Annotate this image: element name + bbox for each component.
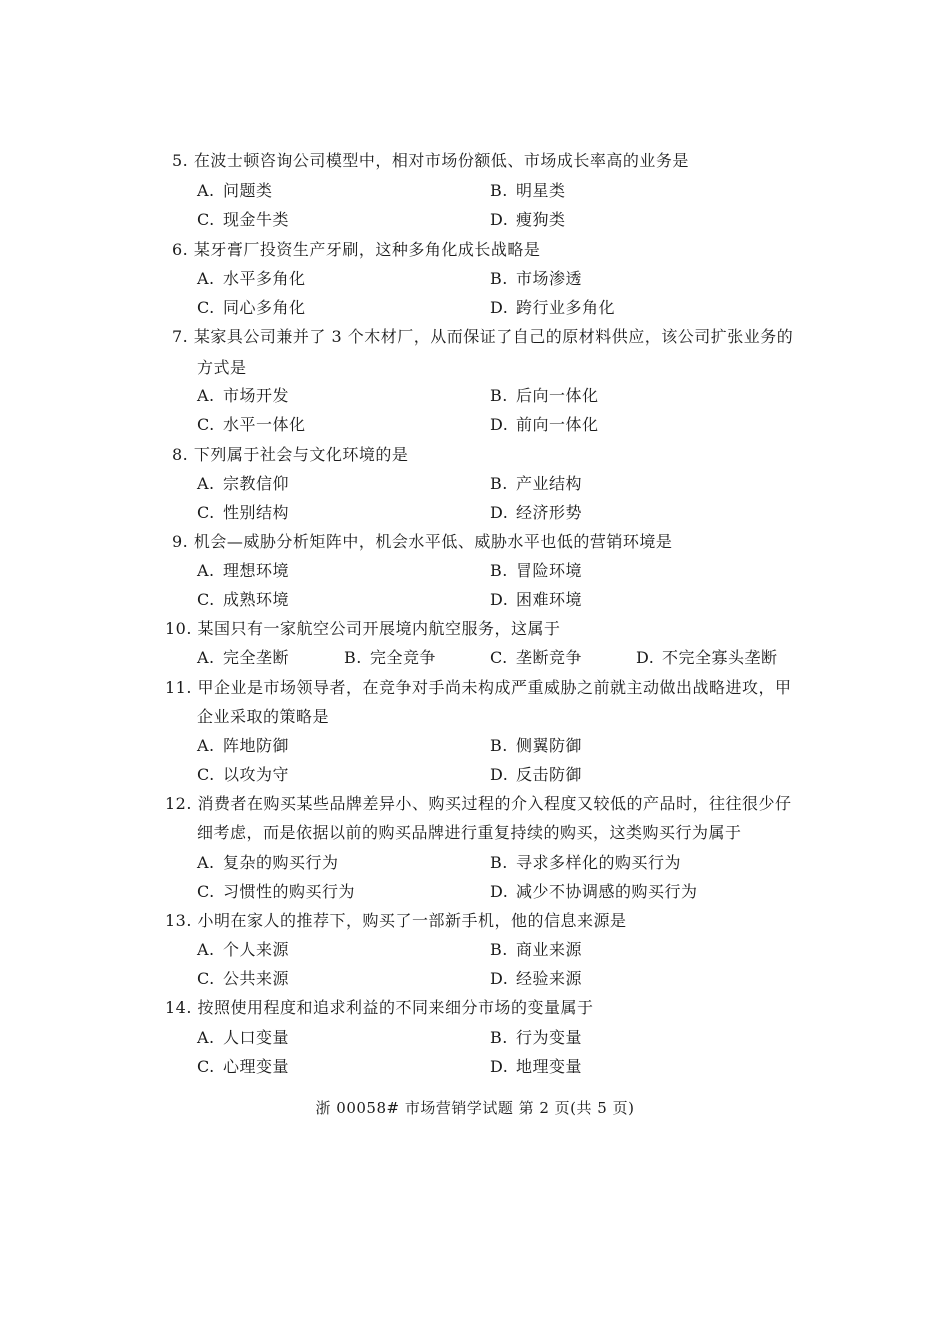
option-text: 宗教信仰 <box>223 474 290 493</box>
option-c <box>197 207 289 230</box>
option-letter: D. <box>490 1057 509 1076</box>
option-text: 地理变量 <box>516 1057 583 1076</box>
option-letter: B. <box>490 561 508 580</box>
option-a <box>197 471 289 494</box>
option-letter: B. <box>490 940 508 959</box>
option-a <box>197 645 289 668</box>
option-c <box>197 762 289 785</box>
option-letter: D. <box>490 298 509 317</box>
question-text: 按照使用程度和追求利益的不同来细分市场的变量属于 <box>197 998 594 1017</box>
question-stem <box>172 324 793 347</box>
question-stem <box>165 675 792 698</box>
option-b <box>490 558 582 581</box>
question-text: 在波士顿咨询公司模型中，相对市场份额低、市场成长率高的业务是 <box>193 151 689 170</box>
question-text: 甲企业是市场领导者，在竞争对手尚未构成严重威胁之前就主动做出战略进攻，甲 <box>197 678 792 697</box>
option-a <box>197 937 289 960</box>
option-text: 侧翼防御 <box>516 736 583 755</box>
option-letter: D. <box>490 765 509 784</box>
option-text: 经验来源 <box>516 969 583 988</box>
question-text: 机会—威胁分析矩阵中，机会水平低、威胁水平也低的营销环境是 <box>193 532 673 551</box>
option-text: 同心多角化 <box>223 298 306 317</box>
option-letter: B. <box>490 386 508 405</box>
question-number: 11. <box>165 678 192 697</box>
option-text: 以攻为守 <box>223 765 290 784</box>
option-letter: C. <box>197 503 215 522</box>
option-text: 商业来源 <box>516 940 583 959</box>
option-letter: A. <box>197 269 215 288</box>
option-text: 垄断竞争 <box>516 648 583 667</box>
option-d <box>490 762 582 785</box>
option-letter: D. <box>490 590 509 609</box>
option-d <box>490 295 615 318</box>
option-b <box>490 178 566 201</box>
option-letter: C. <box>197 415 215 434</box>
question-stem <box>165 995 594 1018</box>
question-text: 小明在家人的推荐下，购买了一部新手机，他的信息来源是 <box>197 911 627 930</box>
option-c <box>197 966 289 989</box>
option-c <box>197 412 306 435</box>
option-a <box>197 178 273 201</box>
question-stem <box>165 791 792 814</box>
question-stem-continued: 细考虑，而是依据以前的购买品牌进行重复持续的购买，这类购买行为属于 <box>197 823 742 842</box>
question-text: 下列属于社会与文化环境的是 <box>193 445 409 464</box>
option-d <box>490 587 582 610</box>
option-letter: A. <box>197 561 215 580</box>
option-letter: A. <box>197 648 215 667</box>
option-letter: C. <box>197 969 215 988</box>
option-text: 减少不协调感的购买行为 <box>516 882 698 901</box>
question-stem <box>172 529 672 552</box>
option-a <box>197 383 289 406</box>
option-text: 寻求多样化的购买行为 <box>516 853 682 872</box>
option-text: 水平多角化 <box>223 269 306 288</box>
option-text: 人口变量 <box>223 1028 290 1047</box>
option-b <box>490 383 599 406</box>
option-text: 困难环境 <box>516 590 583 609</box>
question-text: 某牙膏厂投资生产牙刷，这种多角化成长战略是 <box>193 240 541 259</box>
option-c <box>197 879 355 902</box>
option-c <box>197 295 306 318</box>
option-letter: B. <box>490 853 508 872</box>
option-text: 经济形势 <box>516 503 583 522</box>
option-b <box>490 471 582 494</box>
question-stem <box>172 148 689 171</box>
option-letter: C. <box>197 1057 215 1076</box>
option-text: 问题类 <box>223 181 273 200</box>
option-letter: A. <box>197 474 215 493</box>
option-letter: D. <box>490 969 509 988</box>
question-number: 10. <box>165 619 192 638</box>
page-footer: 浙 00058# 市场营销学试题 第 2 页(共 5 页) <box>315 1099 635 1117</box>
option-c <box>197 500 289 523</box>
option-text: 阵地防御 <box>223 736 290 755</box>
option-a <box>197 266 306 289</box>
option-letter: B. <box>490 181 508 200</box>
option-text: 性别结构 <box>223 503 290 522</box>
option-letter: B. <box>344 648 362 667</box>
option-text: 行为变量 <box>516 1028 583 1047</box>
option-d <box>490 966 582 989</box>
option-text: 完全垄断 <box>223 648 290 667</box>
option-d <box>490 879 698 902</box>
option-b <box>344 645 436 668</box>
option-letter: D. <box>490 210 509 229</box>
question-number: 5. <box>172 151 189 170</box>
question-stem <box>165 616 561 639</box>
option-text: 成熟环境 <box>223 590 290 609</box>
option-letter: D. <box>490 503 509 522</box>
option-text: 前向一体化 <box>516 415 599 434</box>
question-stem <box>172 442 408 465</box>
question-stem <box>165 908 627 931</box>
question-text: 某国只有一家航空公司开展境内航空服务，这属于 <box>197 619 561 638</box>
option-text: 明星类 <box>516 181 566 200</box>
option-d <box>490 500 582 523</box>
option-text: 习惯性的购买行为 <box>223 882 356 901</box>
question-number: 6. <box>172 240 189 259</box>
option-a <box>197 850 339 873</box>
option-text: 后向一体化 <box>516 386 599 405</box>
option-b <box>490 937 582 960</box>
option-text: 市场渗透 <box>516 269 583 288</box>
question-number: 7. <box>172 327 189 346</box>
option-letter: A. <box>197 736 215 755</box>
question-stem <box>172 237 540 260</box>
question-text: 某家具公司兼并了 3 个木材厂，从而保证了自己的原材料供应，该公司扩张业务的 <box>193 327 794 346</box>
option-letter: D. <box>490 882 509 901</box>
option-letter: B. <box>490 1028 508 1047</box>
option-text: 理想环境 <box>223 561 290 580</box>
option-text: 冒险环境 <box>516 561 583 580</box>
option-letter: C. <box>197 210 215 229</box>
question-number: 12. <box>165 794 192 813</box>
option-a <box>197 1025 289 1048</box>
option-text: 复杂的购买行为 <box>223 853 339 872</box>
option-text: 跨行业多角化 <box>516 298 616 317</box>
option-b <box>490 1025 582 1048</box>
option-letter: A. <box>197 940 215 959</box>
question-stem-continued: 方式是 <box>197 358 247 377</box>
option-d <box>490 207 566 230</box>
option-text: 水平一体化 <box>223 415 306 434</box>
question-stem-continued: 企业采取的策略是 <box>197 707 330 726</box>
option-d <box>490 1054 582 1077</box>
option-text: 瘦狗类 <box>516 210 566 229</box>
question-text: 消费者在购买某些品牌差异小、购买过程的介入程度又较低的产品时，往往很少仔 <box>197 794 792 813</box>
option-d <box>636 645 778 668</box>
option-letter: B. <box>490 474 508 493</box>
option-a <box>197 558 289 581</box>
option-text: 不完全寡头垄断 <box>662 648 778 667</box>
option-letter: C. <box>197 298 215 317</box>
option-letter: B. <box>490 269 508 288</box>
option-text: 心理变量 <box>223 1057 290 1076</box>
option-b <box>490 733 582 756</box>
option-letter: A. <box>197 386 215 405</box>
option-text: 现金牛类 <box>223 210 290 229</box>
option-letter: A. <box>197 853 215 872</box>
question-number: 8. <box>172 445 189 464</box>
option-letter: C. <box>197 882 215 901</box>
option-d <box>490 412 599 435</box>
option-letter: A. <box>197 1028 215 1047</box>
option-a <box>197 733 289 756</box>
option-letter: B. <box>490 736 508 755</box>
option-text: 反击防御 <box>516 765 583 784</box>
question-number: 9. <box>172 532 189 551</box>
option-b <box>490 850 681 873</box>
option-letter: C. <box>197 765 215 784</box>
option-text: 市场开发 <box>223 386 290 405</box>
option-text: 完全竞争 <box>370 648 437 667</box>
option-text: 个人来源 <box>223 940 290 959</box>
question-number: 14. <box>165 998 192 1017</box>
option-letter: D. <box>636 648 655 667</box>
option-c <box>490 645 582 668</box>
option-c <box>197 587 289 610</box>
option-letter: A. <box>197 181 215 200</box>
option-c <box>197 1054 289 1077</box>
option-text: 公共来源 <box>223 969 290 988</box>
option-letter: C. <box>197 590 215 609</box>
question-number: 13. <box>165 911 192 930</box>
option-b <box>490 266 582 289</box>
option-letter: C. <box>490 648 508 667</box>
option-text: 产业结构 <box>516 474 583 493</box>
option-letter: D. <box>490 415 509 434</box>
